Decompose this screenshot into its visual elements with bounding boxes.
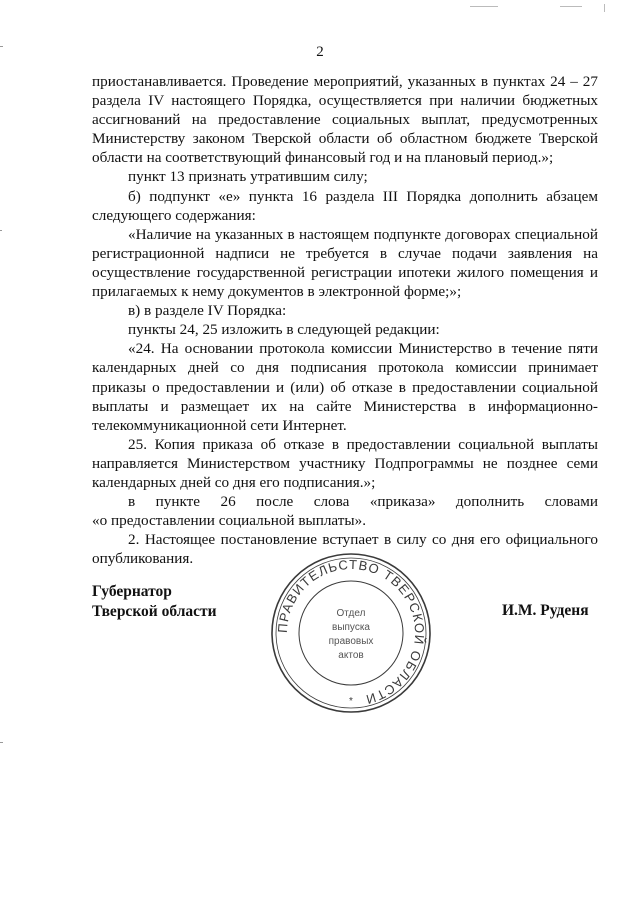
stamp-outer-ring <box>272 554 430 712</box>
text-line: осуществление государственной регистрации ипотеки жилого помещения и <box>92 263 598 281</box>
text-line: б) подпункт «е» пункта 16 раздела III Порядка дополнить абзацем <box>128 187 598 205</box>
scan-mark <box>604 4 605 12</box>
text-line: приказы о предоставлении и (или) об отказе в предоставлении социальной <box>92 378 598 396</box>
scan-mark <box>0 230 2 231</box>
text-line: прилагаемых к нему документов в электронной форме;»; <box>92 283 462 301</box>
text-line: в) в разделе IV Порядка: <box>128 302 287 320</box>
text-line: приостанавливается. Проведение мероприятий, указанных в пунктах 24 – 27 <box>92 73 598 90</box>
text-line: 2. Настоящее постановление вступает в силу со дня его официального <box>128 531 598 549</box>
text-line: пункт 13 признать утратившим силу; <box>128 168 368 186</box>
text-line: направляется Министерством участнику Подпрограммы не позднее семи <box>92 454 598 472</box>
text-line: 25. Копия приказа об отказе в предоставлении социальной выплаты <box>128 435 598 453</box>
stamp-star: * <box>349 696 353 707</box>
text-line: раздела IV настоящего Порядка, осуществляется при наличии бюджетных <box>92 92 598 110</box>
text-line: «24. На основании протокола комиссии Министерство в течение пяти <box>128 340 598 358</box>
scan-mark <box>0 46 3 47</box>
text-line: Министерству законом Тверской области об областном бюджете Тверской <box>92 130 598 148</box>
text-line: регистрационной надписи не требуется в случае подачи заявления на <box>92 244 598 262</box>
text-line: календарных дней со дня подписания протокола комиссии принимает <box>92 359 598 377</box>
text-line: области на соответствующий финансовый год и на плановый период.»; <box>92 149 554 167</box>
text-line: календарных дней со дня его подписания.»; <box>92 473 376 491</box>
text-line: в пункте 26 после слова «приказа» дополнить словами <box>128 493 598 511</box>
stamp-line3: правовых <box>328 636 374 647</box>
stamp-line4: актов <box>338 650 364 661</box>
text-line: телекоммуникационной сети Интернет. <box>92 416 347 434</box>
text-line: опубликования. <box>92 550 194 568</box>
text-line: ассигнований на предоставление социальных выплат, предусмотренных <box>92 111 598 129</box>
text-line: «Наличие на указанных в настоящем подпункте договорах специальной <box>128 225 598 243</box>
stamp-line1: Отдел <box>336 608 366 619</box>
text-line: следующего содержания: <box>92 206 256 224</box>
signatory-title-line2: Тверской области <box>92 603 217 620</box>
signatory-title <box>92 582 217 622</box>
stamp-inner-ring <box>299 581 403 685</box>
text-line: выплаты и размещает их на сайте Министерства в информационно- <box>92 397 598 415</box>
text-line: «о предоставлении социальной выплаты». <box>92 512 366 530</box>
page-number: 2 <box>316 44 324 60</box>
body-text <box>92 72 598 568</box>
scan-mark <box>470 6 498 7</box>
signatory-name: И.М. Руденя <box>502 602 589 619</box>
stamp-ring-text: ПРАВИТЕЛЬСТВО ТВЕРСКОЙ ОБЛАСТИ <box>274 556 428 708</box>
text-line: пункты 24, 25 изложить в следующей редакции: <box>128 321 440 339</box>
scan-mark <box>560 6 582 7</box>
scan-mark <box>0 742 3 743</box>
stamp-line2: выпуска <box>332 622 370 633</box>
signatory-title-line1: Губернатор <box>92 583 172 600</box>
official-stamp <box>268 550 434 716</box>
